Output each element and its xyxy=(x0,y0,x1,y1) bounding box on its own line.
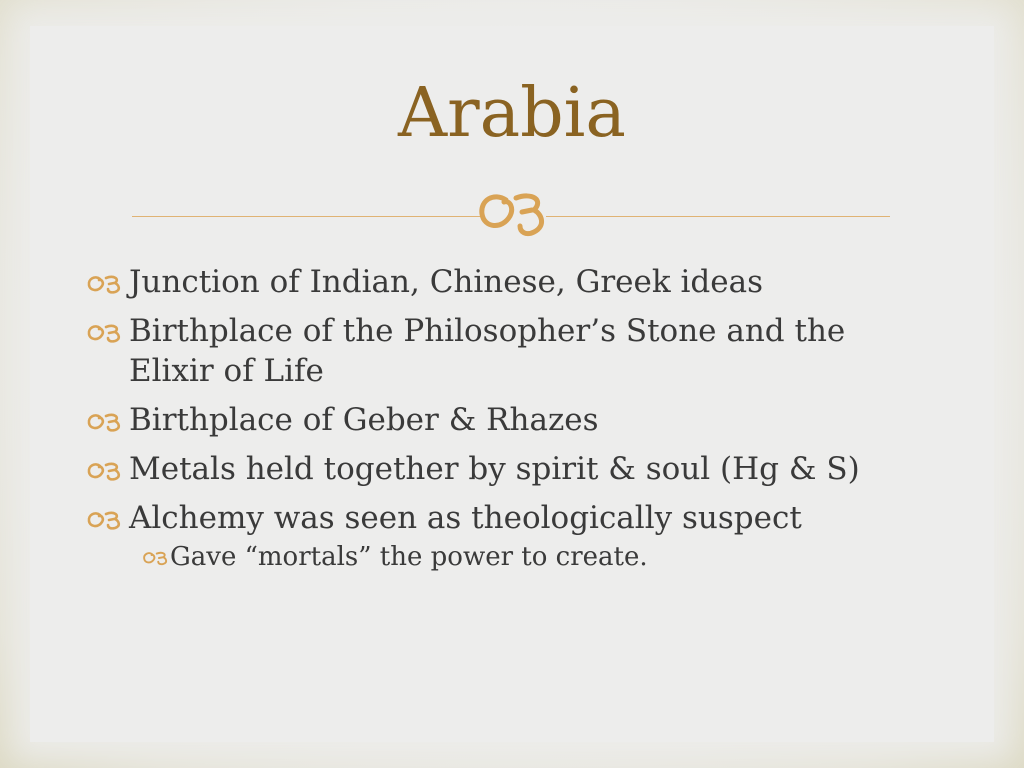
list-item xyxy=(86,311,926,391)
bullet-text: Junction of Indian, Chinese, Greek ideas xyxy=(129,264,763,300)
bullet-text: Alchemy was seen as theologically suspect xyxy=(129,500,802,536)
flourish-bullet-icon xyxy=(86,510,124,530)
bullet-text: Birthplace of Geber & Rhazes xyxy=(129,402,599,438)
list-item xyxy=(86,400,926,440)
flourish-bullet-icon xyxy=(86,274,124,294)
title-divider-right xyxy=(546,216,890,217)
flourish-bullet-icon xyxy=(86,412,124,432)
flourish-bullet-icon xyxy=(86,323,124,343)
flourish-bullet-icon xyxy=(142,550,170,566)
list-item xyxy=(86,262,926,302)
flourish-bullet-icon xyxy=(86,461,124,481)
slide-title: Arabia xyxy=(398,74,626,153)
bullet-text: Metals held together by spirit & soul (Hg & S) xyxy=(129,451,860,487)
bullet-list xyxy=(86,262,926,574)
sub-list-item xyxy=(142,540,926,574)
title-divider-left xyxy=(132,216,484,217)
sub-bullet-text: Gave “mortals” the power to create. xyxy=(170,542,648,572)
flourish-icon xyxy=(476,186,552,242)
bullet-text: Birthplace of the Philosopher’s Stone and the Elixir of Life xyxy=(129,313,846,389)
list-item xyxy=(86,449,926,489)
list-item xyxy=(86,498,926,538)
